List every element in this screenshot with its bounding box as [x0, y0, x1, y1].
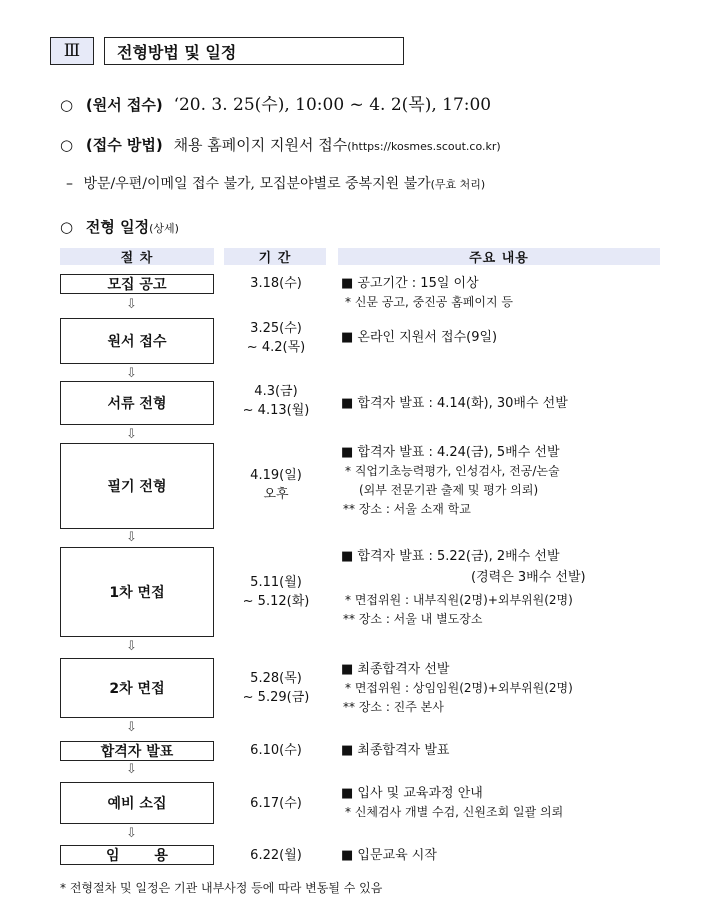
- period-cell: 3.25(수) ~ 4.2(목): [246, 321, 306, 355]
- step-box: 모집 공고: [60, 274, 214, 294]
- application-line: [60, 90, 491, 115]
- arrow-down-icon: ⇩: [126, 720, 137, 735]
- section-title: 전형방법 및 일정: [104, 37, 404, 65]
- content-cell: ■ 입문교육 시작: [341, 848, 437, 863]
- content-cell: ■ 최종합격자 선발 * 면접위원 : 상임임원(2명)+외부위원(2명) ** 장소 : 진주 본사: [341, 662, 573, 714]
- arrow-down-icon: ⇩: [126, 530, 137, 545]
- application-label: (원서 접수): [85, 96, 163, 114]
- method-label: (접수 방법): [85, 136, 163, 154]
- method-url: (https://kosmes.scout.co.kr): [347, 140, 501, 153]
- content-cell: ■ 합격자 발표 : 5.22(금), 2배수 선발 (경력은 3배수 선발) * 면접위원 : 내부직원(2명)+외부위원(2명) ** 장소 : 서울 내 별도장소: [341, 549, 586, 626]
- schedule-label: 전형 일정: [85, 218, 150, 236]
- header-content: 주요 내용: [338, 248, 660, 265]
- header-step: 절 차: [60, 248, 214, 265]
- period-cell: 6.22(월): [250, 848, 302, 863]
- step-box: 원서 접수: [60, 318, 214, 364]
- bullet: ○: [60, 136, 74, 154]
- period-cell: 5.11(월) ~ 5.12(화): [242, 575, 310, 609]
- arrow-down-icon: ⇩: [126, 297, 137, 312]
- bullet: ○: [60, 218, 74, 236]
- content-cell: ■ 합격자 발표 : 4.14(화), 30배수 선발: [341, 396, 568, 411]
- schedule-line: [60, 216, 179, 237]
- arrow-down-icon: ⇩: [126, 639, 137, 654]
- content-cell: ■ 공고기간 : 15일 이상 * 신문 공고, 중진공 홈페이지 등: [341, 276, 513, 309]
- step-box: 필기 전형: [60, 443, 214, 529]
- period-cell: 4.19(일) 오후: [250, 468, 302, 502]
- restriction-text: 방문/우편/이메일 접수 불가, 모집분야별로 중복지원 불가: [83, 176, 431, 192]
- bullet: ○: [60, 96, 74, 114]
- period-cell: 4.3(금) ~ 4.13(월): [242, 384, 310, 418]
- step-box: 예비 소집: [60, 782, 214, 824]
- arrow-down-icon: ⇩: [126, 366, 137, 381]
- arrow-down-icon: ⇩: [126, 826, 137, 841]
- period-cell: 5.28(목) ~ 5.29(금): [242, 671, 310, 705]
- arrow-down-icon: ⇩: [126, 762, 137, 777]
- step-box: 2차 면접: [60, 658, 214, 718]
- restriction-line: [66, 173, 485, 193]
- header-period: 기 간: [224, 248, 326, 265]
- step-box: 1차 면접: [60, 547, 214, 637]
- step-box: 서류 전형: [60, 381, 214, 425]
- restriction-suffix: (무효 처리): [430, 178, 486, 191]
- content-cell: ■ 최종합격자 발표: [341, 743, 450, 758]
- period-cell: 3.18(수): [250, 276, 302, 291]
- schedule-suffix: (상세): [149, 222, 179, 235]
- application-value: ‘20. 3. 25(수), 10:00 ~ 4. 2(목), 17:00: [173, 95, 492, 115]
- step-box: 임 용: [60, 845, 214, 865]
- period-cell: 6.10(수): [250, 743, 302, 758]
- dash: –: [66, 176, 73, 192]
- period-cell: 6.17(수): [250, 796, 302, 811]
- content-cell: ■ 입사 및 교육과정 안내 * 신체검사 개별 수검, 신원조회 일괄 의뢰: [341, 786, 564, 819]
- content-cell: ■ 온라인 지원서 접수(9일): [341, 330, 498, 345]
- section-number: Ⅲ: [50, 37, 94, 65]
- footnote: * 전형절차 및 일정은 기관 내부사정 등에 따라 변동될 수 있음: [60, 881, 383, 895]
- arrow-down-icon: ⇩: [126, 427, 137, 442]
- content-cell: ■ 합격자 발표 : 4.24(금), 5배수 선발 * 직업기초능력평가, 인성검사, 전공/논술 (외부 전문기관 출제 및 평가 의뢰) ** 장소 : 서울 소재 학교: [341, 445, 560, 516]
- method-line: [60, 134, 501, 155]
- step-box: 합격자 발표: [60, 741, 214, 761]
- method-value: 채용 홈페이지 지원서 접수: [173, 136, 348, 154]
